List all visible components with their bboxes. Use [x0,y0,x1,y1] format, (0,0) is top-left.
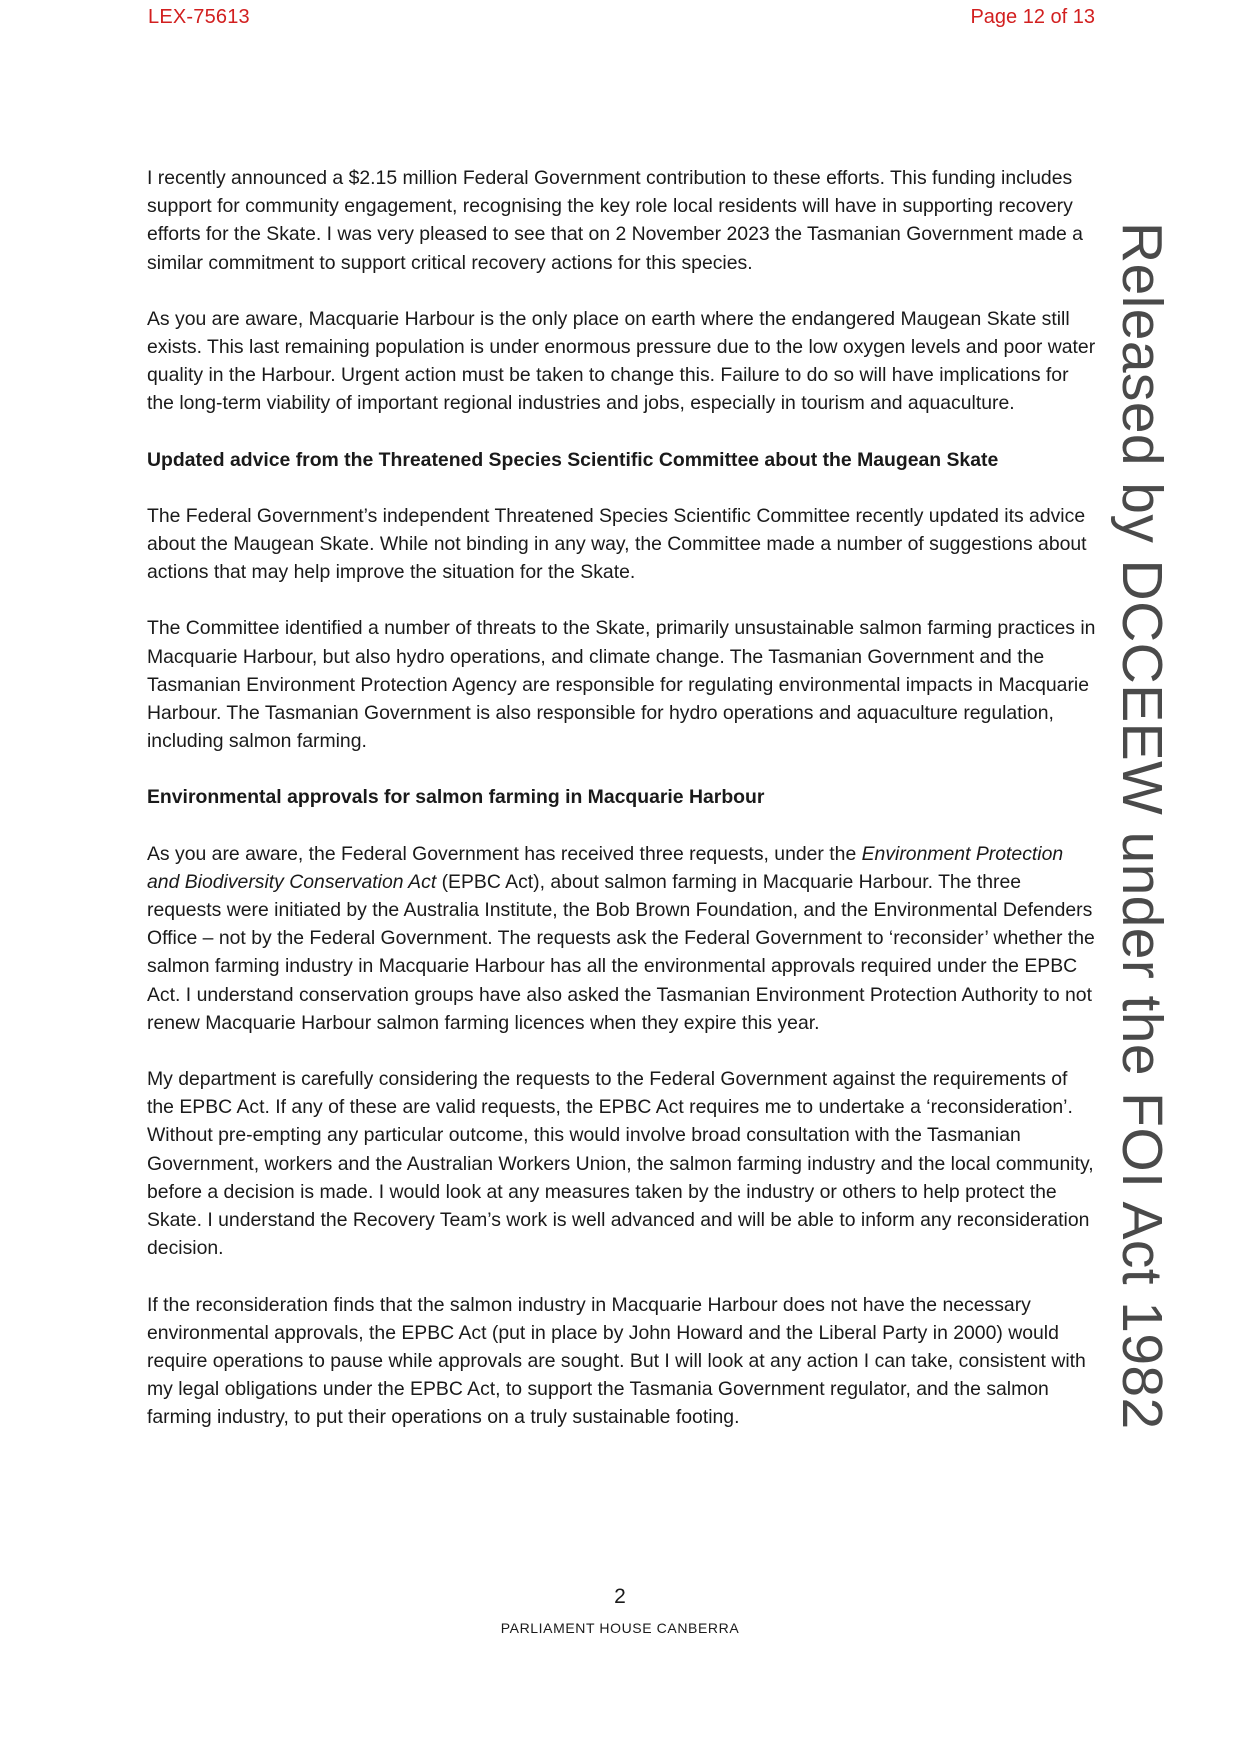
page-number: 2 [614,1585,626,1608]
reference-number: LEX-75613 [148,6,250,28]
paragraph-committee-advice: The Federal Government’s independent Threatened Species Scientific Committee recently updated its advice about the Maugean Skate. While not binding in any way, the Committee made a number of suggestions about actions that may help improve the situation for the Skate. [147,504,1087,584]
letter-body [147,164,1097,1460]
act-title: Environment Protection and Biodiversity Conservation Act [147,842,1064,893]
heading-environmental-approvals: Environmental approvals for salmon farming in Macquarie Harbour [147,786,765,809]
requests-text-end: (EPBC Act), about salmon farming in Macquarie Harbour. The three requests were initiated by the Australia Institute, the Bob Brown Foundation, and the Environmental Defenders Office – not by the Federal Government. The requests ask the Federal Government to ‘reconsider’ whether the salmon farming industry in Macquarie Harbour has all the environmental approvals required under the EPBC Act. I understand conservation groups have also asked the Tasmanian Environment Protection Authority to not renew Macquarie Harbour salmon farming licences when they expire this year. [147,870,1095,1034]
footer-address: PARLIAMENT HOUSE CANBERRA [500,1620,740,1636]
paragraph-macquarie-harbour: As you are aware, Macquarie Harbour is the only place on earth where the endangered Maugean Skate still exists. This last remaining population is under enormous pressure due to the low oxygen levels and poor water quality in the Harbour. Urgent action must be taken to change this. Failure to do so will have implications for the long-term viability of important regional industries and jobs, especially in tourism and aquaculture. [147,307,1096,415]
paragraph-requests [147,840,1097,1037]
paragraph-outcome: If the reconsideration finds that the salmon industry in Macquarie Harbour does not have the necessary environmental approvals, the EPBC Act (put in place by John Howard and the Liberal Party in 2000) would require operations to pause while approvals are sought. But I will look at any action I can take, consistent with my legal obligations under the EPBC Act, to support the Tasmania Government regulator, and the salmon farming industry, to put their operations on a truly sustainable footing. [147,1293,1086,1429]
paragraph-reconsideration: My department is carefully considering the requests to the Federal Government against the requirements of the EPBC Act. If any of these are valid requests, the EPBC Act requires me to undertake a ‘reconsideration’. Without pre-empting any particular outcome, this would involve broad consultation with the Tasmanian Government, workers and the Australian Workers Union, the salmon farming industry and the local community, before a decision is made. I would look at any measures taken by the industry or others to help protect the Skate. I understand the Recovery Team’s work is well advanced and will be able to inform any reconsideration decision. [147,1068,1094,1260]
paragraph-funding: I recently announced a $2.15 million Federal Government contribution to these efforts. This funding includes support for community engagement, recognising the key role local residents will have in supporting recovery efforts for the Skate. I was very pleased to see that on 2 November 2023 the Tasmanian Government made a similar commitment to support critical recovery actions for this species. [147,167,1083,274]
requests-text-start: As you are aware, the Federal Government has received three requests, under the [147,842,862,865]
release-watermark: Released by DCCEEW under the FOI Act 1982 [1110,222,1174,1430]
paragraph-threats: The Committee identified a number of threats to the Skate, primarily unsustainable salmon farming practices in Macquarie Harbour, but also hydro operations, and climate change. The Tasmanian Government and the Tasmanian Environment Protection Agency are responsible for regulating environmental impacts in Macquarie Harbour. The Tasmanian Government is also responsible for hydro operations and aquaculture regulation, including salmon farming. [147,617,1096,753]
page-count: Page 12 of 13 [970,6,1095,28]
heading-updated-advice: Updated advice from the Threatened Species Scientific Committee about the Maugean Skate [147,448,999,471]
